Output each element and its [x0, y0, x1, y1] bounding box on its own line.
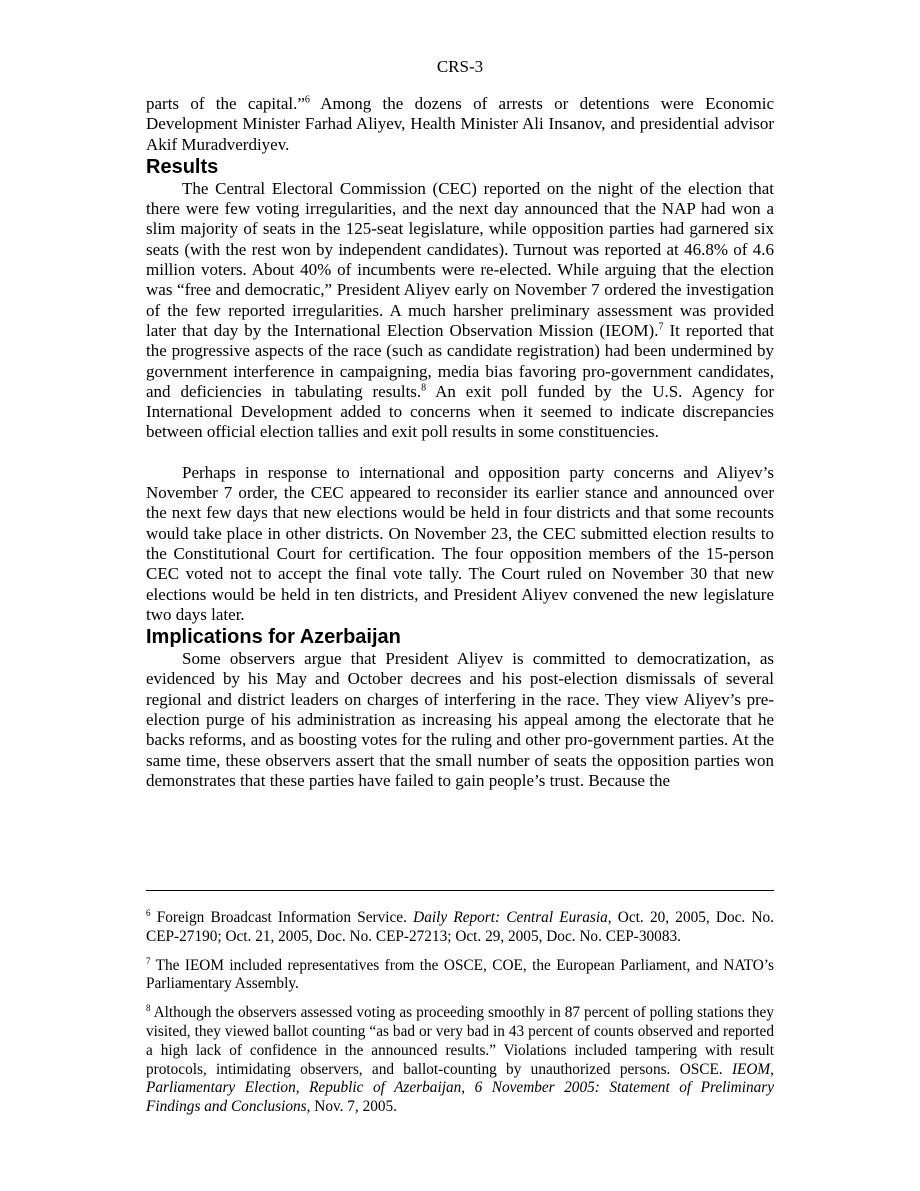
footnote-6-text-a: Foreign Broadcast Information Service. — [150, 909, 414, 926]
page-number: CRS-3 — [436, 57, 484, 76]
intro-text-end: Among the dozens of arrests or detentions were Economic Development Minister Farhad Aliyev, Health Minister Ali Insanov, and presidential advisor Akif Muradverdiyev. — [146, 94, 774, 154]
implications-paragraph-1: Some observers argue that President Aliyev is committed to democratization, as evidenced by his May and October decrees and his post-election dismissals of several regional and district leaders on charges of interfering in the race. They view Aliyev’s pre-election purge of his administration as increasing his appeal among the electorate that he backs reforms, and as boosting votes for the ruling and other pro-government parties. At the same time, these observers assert that the small number of seats the opposition parties won demonstrates that these parties have failed to gain people’s trust. Because the — [146, 649, 774, 790]
results-heading: Results — [146, 155, 219, 178]
footnote-7 — [146, 957, 774, 995]
footnote-8-title: IEOM, Parliamentary Election, Republic of Azerbaijan, 6 November 2005: Statement of Preliminary Findings and Conclusions — [146, 1060, 774, 1116]
implications-heading: Implications for Azerbaijan — [146, 626, 401, 649]
footnote-6-title: Daily Report: Central Eurasia — [413, 909, 608, 926]
intro-text-start: parts of the capital.” — [146, 94, 305, 113]
footnotes — [146, 909, 774, 1127]
results-paragraph-1 — [146, 179, 774, 443]
footnote-divider — [146, 890, 774, 891]
footnote-7-number: 7 — [146, 955, 151, 966]
results-p1-part-c: An exit poll funded by the U.S. Agency for International Development added to concerns when it seemed to indicate discrepancies between official election tallies and exit poll results in some constituencies. — [146, 381, 774, 442]
intro-paragraph — [146, 94, 774, 155]
footnote-ref-8[interactable]: 8 — [421, 382, 427, 394]
footnote-ref-6[interactable]: 6 — [304, 94, 310, 106]
results-p1-part-b: It reported that the progressive aspects of the race (such as candidate registration) had been undermined by government interference in campaigning, media bias favoring pro-government candidates, and deficiencies in tabulating results. — [146, 320, 774, 401]
results-paragraph-2: Perhaps in response to international and opposition party concerns and Aliyev’s November 7 order, the CEC appeared to reconsider its earlier stance and announced over the next few days that new elections would be held in four districts and that some recounts would take place in other districts. On November 23, the CEC submitted election results to the Constitutional Court for certification. The four opposition members of the 15-person CEC voted not to accept the final vote tally. The Court ruled on November 30 that new elections would be held in ten districts, and President Aliyev convened the new legislature two days later. — [146, 462, 774, 624]
footnote-6-text-b: , Oct. 20, 2005, Doc. No. CEP-27190; Oct. 21, 2005, Doc. No. CEP-27213; Oct. 29, 2005, Doc. No. CEP-30083. — [146, 909, 774, 945]
footnote-6-number: 6 — [146, 907, 151, 918]
footnote-7-text: The IEOM included representatives from the OSCE, COE, the European Parliament, and NATO’s Parliamentary Assembly. — [146, 956, 774, 993]
footnote-8-text-b: , Nov. 7, 2005. — [306, 1098, 397, 1116]
footnote-6 — [146, 909, 774, 947]
footnote-8 — [146, 1004, 774, 1117]
results-p1-part-a: The Central Electoral Commission (CEC) reported on the night of the election that there were few voting irregularities, and the next day announced that the NAP had won a slim majority of seats in the 125-seat legislature, while opposition parties had garnered six seats (with the rest won by independent candidates). Turnout was reported at 46.8% of 4.6 million voters. About 40% of incumbents were re-elected. While arguing that the election was “free and democratic,” President Aliyev early on November 7 ordered the investigation of the few reported irregularities. A much harsher preliminary assessment was provided later that day by the International Election Observation Mission (IEOM). — [146, 178, 774, 340]
main-content — [146, 94, 774, 791]
footnote-8-text-a: Although the observers assessed voting as proceeding smoothly in 87 percent of polling stations they visited, they viewed ballot counting “as bad or very bad in 43 percent of counts observed and reported a high lack of confidence in the announced results.” Violations included tampering with result protocols, intimidating observers, and ballot-counting by unauthorized persons. OSCE. — [146, 1004, 774, 1078]
footnote-8-number: 8 — [146, 1003, 151, 1014]
footnote-ref-7[interactable]: 7 — [658, 321, 664, 333]
